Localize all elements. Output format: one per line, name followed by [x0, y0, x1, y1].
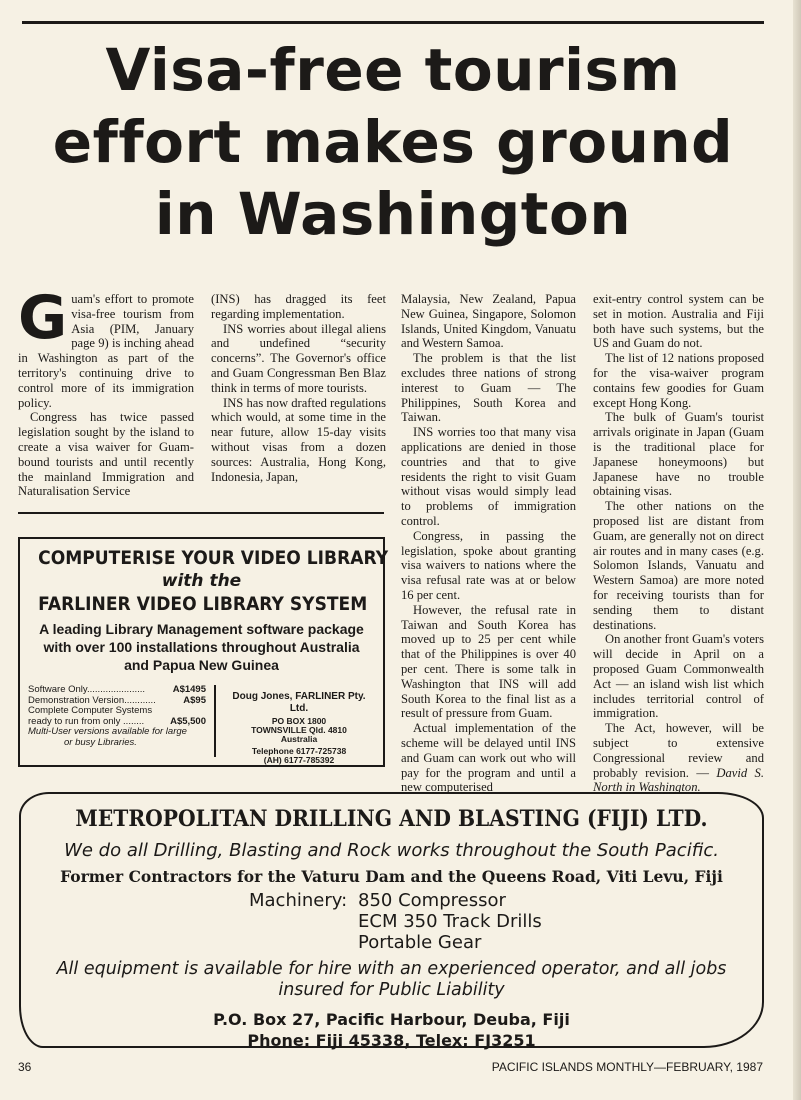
paragraph	[593, 721, 764, 795]
paragraph: Congress, in passing the legislation, spoke about granting visa waivers to nations where the visa refusal rate was at or below 16 per cent.	[401, 528, 576, 602]
ad-hire-line: All equipment is available for hire with an experienced operator, and all jobs	[56, 959, 727, 979]
ad-phone: Phone: Fiji 45338, Telex: FJ3251	[247, 1031, 536, 1050]
paragraph: The problem is that the list excludes three nations of strong interest to Guam — The Philippines, South Korea and Taiwan.	[401, 351, 576, 425]
ad-connector: with the	[161, 571, 242, 591]
paragraph: However, the refusal rate in Taiwan and South Korea has moved up to 25 per cent while that of the Philippines is over 40 per cent. There is some talk in Washington that INS will add South Korea to the final list as a result of pressure from Guam.	[401, 602, 576, 721]
contact-line: Australia	[280, 734, 318, 744]
article-column-2	[211, 292, 386, 484]
video-library-ad	[18, 537, 389, 767]
headline	[20, 34, 766, 250]
ad-headline: COMPUTERISE YOUR VIDEO LIBRARY	[38, 547, 389, 569]
ad-former-contracts: Former Contractors for the Vaturu Dam and the Queens Road, Viti Levu, Fiji	[60, 867, 723, 886]
column-rule	[18, 512, 384, 514]
paragraph: uam's effort to promote visa-free tourism from Asia (PIM, January page 9) is inching ahead in Washington as part of the territory's continuing drive to control more of its immigration policy.	[18, 292, 194, 410]
ad-product-name: FARLINER VIDEO LIBRARY SYSTEM	[38, 593, 368, 615]
machinery-list	[21, 890, 762, 956]
drop-cap: G	[18, 283, 68, 353]
paragraph: (INS) has dragged its feet regarding implementation.	[211, 292, 386, 321]
top-rule	[22, 21, 764, 24]
price-label: ready to run from only ........	[28, 715, 145, 727]
paragraph: On another front Guam's voters will decide in April on a proposed Guam Commonwealth Act — an island wish list which includes territorial control of immigration.	[593, 632, 764, 721]
ad-description	[20, 620, 383, 674]
paragraph: exit-entry control system can be set in motion. Australia and Fiji both have such systems, but the US and Guam do not.	[593, 292, 764, 351]
machinery-label: Machinery:	[249, 890, 348, 911]
machinery-item: 850 Compressor	[358, 890, 506, 911]
ad-address: P.O. Box 27, Pacific Harbour, Deuba, Fiji	[213, 1010, 570, 1029]
multi-user-note: Multi-User versions available for large	[28, 726, 187, 737]
headline-line-2: effort makes ground	[52, 108, 734, 176]
paragraph: The bulk of Guam's tourist arrivals originate in Japan (Guam is the traditional place for Japanese honeymoons) but Japanese have no trouble obtaining visas.	[593, 410, 764, 499]
paragraph: The list of 12 nations proposed for the visa-waiver program contains few goodies for Guam except Hong Kong.	[593, 351, 764, 410]
ad-description-line: with over 100 installations throughout Australia	[43, 639, 360, 655]
byline: David S. North in Washington.	[593, 765, 764, 795]
ad-contact	[21, 1009, 762, 1051]
price-value: A$1495	[172, 684, 206, 695]
machinery-item: ECM 350 Track Drills	[358, 911, 542, 932]
contact-phone: (AH) 6177-785392	[263, 755, 335, 765]
contact-phone: Telephone 6177-725738	[251, 746, 347, 756]
contact-line: TOWNSVILLE Qld. 4810	[251, 725, 347, 735]
magazine-footer: PACIFIC ISLANDS MONTHLY—FEBRUARY, 1987	[491, 1060, 763, 1074]
ad-divider	[214, 685, 216, 757]
article-column-1	[18, 283, 194, 499]
ad-description-line: A leading Library Management software package	[39, 621, 364, 637]
ad-company-name: METROPOLITAN DRILLING AND BLASTING (FIJI) LTD.	[75, 806, 708, 832]
paragraph-text: The Act, however, will be subject to extensive Congressional review and probably revision. —	[593, 721, 764, 780]
paragraph: The other nations on the proposed list are distant from Guam, are generally not on direct air routes and in many cases (e.g. Solomon Islands, Vanuatu and Western Samoa) are more noted for receiving tourists than for sending them to distant destinations.	[593, 499, 764, 632]
drilling-ad	[19, 792, 764, 1048]
paragraph: Malaysia, New Zealand, Papua New Guinea, Singapore, Solomon Islands, United Kingdom, Vanuatu and Western Samoa.	[401, 292, 576, 351]
multi-user-note: or busy Libraries.	[64, 736, 137, 748]
paragraph: INS worries about illegal aliens and undefined “security concerns”. The Governor's office and Guam Congressman Ben Blaz think in terms of more tourists.	[211, 321, 386, 395]
ad-tagline: We do all Drilling, Blasting and Rock works throughout the South Pacific.	[64, 840, 719, 861]
contact-name: Doug Jones, FARLINER Pty. Ltd.	[232, 691, 366, 714]
headline-line-1: Visa-free tourism	[105, 36, 681, 104]
ad-details	[28, 684, 378, 765]
price-value: A$95	[183, 694, 206, 706]
price-list	[28, 685, 206, 748]
ad-hire-line: insured for Public Liability	[278, 980, 505, 1000]
price-label: Demonstration Version	[28, 694, 125, 706]
page-edge	[793, 0, 801, 1100]
ad-hire-note	[21, 959, 762, 1001]
headline-line-3: in Washington	[154, 180, 632, 248]
complete-systems-label: Complete Computer Systems	[28, 705, 153, 716]
machinery-item: Portable Gear	[358, 932, 482, 953]
price-value: A$5,500	[170, 715, 206, 727]
ad-description-line: and Papua New Guinea	[124, 657, 279, 673]
article-column-3	[401, 292, 576, 795]
contact-line: PO BOX 1800	[271, 716, 327, 726]
machinery-items	[358, 890, 542, 953]
price-dots: ............	[124, 694, 156, 706]
page-number: 36	[18, 1060, 32, 1074]
paragraph: Actual implementation of the scheme will be delayed until INS and Guam can work out who will pay for the program and until a new computerised	[401, 721, 576, 795]
price-dots: ......................	[86, 684, 146, 695]
paragraph: Congress has twice passed legislation sought by the island to create a visa waiver for Guam-bound tourists and until recently the mainland Immigration and Naturalisation Service	[18, 410, 194, 499]
paragraph: INS has now drafted regulations which would, at some time in the near future, allow 15-day visits without visas from a dozen sources: Australia, Hong Kong, Indonesia, Japan,	[211, 395, 386, 484]
contact-block	[224, 691, 374, 765]
article-column-4	[593, 292, 764, 795]
paragraph: INS worries too that many visa applications are denied in those countries and that to give residents the right to visit Guam without visas would simply lead to problems of immigration control.	[401, 425, 576, 528]
price-label: Software Only	[28, 684, 87, 695]
